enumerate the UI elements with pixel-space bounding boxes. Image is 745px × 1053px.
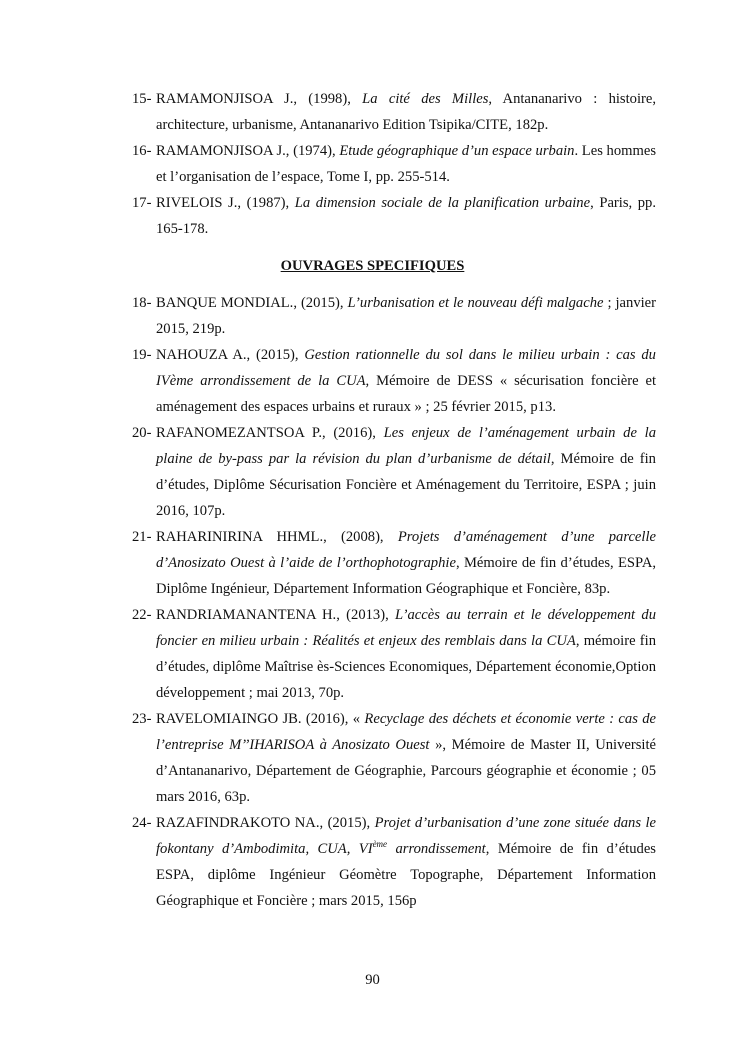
reference-item	[132, 524, 656, 602]
reference-title: Etude géographique d’un espace urbain	[339, 143, 575, 159]
superscript-ordinal: ème	[372, 839, 388, 850]
reference-list-general	[132, 86, 656, 242]
reference-number: 20-	[132, 425, 152, 441]
reference-item	[132, 342, 656, 420]
reference-text: RIVELOIS J., (1987), La dimension sociale de la planification urbaine, Paris, pp. 165-178.	[156, 195, 656, 237]
reference-item	[132, 290, 656, 342]
reference-item	[132, 420, 656, 524]
reference-number: 16-	[132, 143, 152, 159]
page-number: 90	[365, 972, 380, 988]
reference-title: L’urbanisation et le nouveau défi malgache	[347, 295, 604, 311]
reference-text: RANDRIAMANANTENA H., (2013), L’accès au terrain et le développement du foncier en milieu urbain : Réalités et enjeux des remblais dans la CUA, mémoire fin d’études, diplôme Maîtrise ès-Sciences Economiques, Département économie,Option développement ; mai 2013, 70p.	[156, 607, 657, 701]
reference-text: RAHARINIRINA HHML., (2008), Projets d’aménagement d’une parcelle d’Anosizato Ouest à l’aide de l’orthophotographie, Mémoire de fin d’études, ESPA, Diplôme Ingénieur, Département Information Géographique et Foncière, 83p.	[156, 529, 657, 597]
reference-text: RAVELOMIAINGO JB. (2016), « Recyclage des déchets et économie verte : cas de l’entreprise M’’IHARISOA à Anosizato Ouest », Mémoire de Master II, Université d’Antananarivo, Département de Géographie, Parcours géographie et économie ; 05 mars 2016, 63p.	[156, 711, 657, 805]
reference-title: Gestion rationnelle du sol dans le milieu urbain : cas du IVème arrondissement de la CUA,	[156, 347, 656, 389]
reference-text: BANQUE MONDIAL., (2015), L’urbanisation et le nouveau défi malgache ; janvier 2015, 219p.	[156, 295, 657, 337]
reference-list-specific	[132, 290, 656, 914]
reference-title: La cité des Milles	[362, 91, 489, 107]
reference-item	[132, 706, 656, 810]
reference-number: 22-	[132, 607, 152, 623]
reference-text: RAMAMONJISOA J., (1974), Etude géographique d’un espace urbain. Les hommes et l’organisation de l’espace, Tome I, pp. 255-514.	[156, 143, 656, 185]
reference-item	[132, 810, 656, 914]
reference-number: 17-	[132, 195, 152, 211]
section-heading: OUVRAGES SPECIFIQUES	[280, 258, 465, 274]
reference-title: Les enjeux de l’aménagement urbain de la plaine de by-pass par la révision du plan d’urbanisme de détail	[156, 425, 656, 467]
reference-number: 23-	[132, 711, 152, 727]
reference-title: L’accès au terrain et le développement du foncier en milieu urbain : Réalités et enjeux des remblais dans la CUA	[156, 607, 657, 649]
reference-title: La dimension sociale de la planification urbaine	[294, 195, 591, 211]
reference-text: RAFANOMEZANTSOA P., (2016), Les enjeux de l’aménagement urbain de la plaine de by-pass par la révision du plan d’urbanisme de détail, Mémoire de fin d’études, Diplôme Sécurisation Foncière et Aménagement du Territoire, ESPA ; juin 2016, 107p.	[156, 425, 656, 519]
reference-title: Projets d’aménagement d’une parcelle d’Anosizato Ouest à l’aide de l’orthophotographie	[156, 529, 656, 571]
reference-item	[132, 602, 656, 706]
reference-title: Recyclage des déchets et économie verte : cas de l’entreprise M’’IHARISOA à Anosizato Ouest	[156, 711, 656, 753]
reference-text: RAMAMONJISOA J., (1998), La cité des Milles, Antananarivo : histoire, architecture, urbanisme, Antananarivo Edition Tsipika/CITE, 182p.	[156, 91, 656, 133]
reference-title: Projet d’urbanisation d’une zone située dans le fokontany d’Ambodimita, CUA, VIème arrondissement	[156, 815, 656, 857]
reference-number: 24-	[132, 815, 152, 831]
reference-item	[132, 138, 656, 190]
reference-text: NAHOUZA A., (2015), Gestion rationnelle du sol dans le milieu urbain : cas du IVème arrondissement de la CUA, Mémoire de DESS « sécurisation foncière et aménagement des espaces urbains et ruraux » ; 25 février 2015, p13.	[156, 347, 657, 415]
reference-item	[132, 190, 656, 242]
reference-number: 19-	[132, 347, 152, 363]
reference-item	[132, 86, 656, 138]
reference-number: 15-	[132, 91, 152, 107]
reference-number: 18-	[132, 295, 152, 311]
reference-text: RAZAFINDRAKOTO NA., (2015), Projet d’urbanisation d’une zone située dans le fokontany d’Ambodimita, CUA, VIème arrondissement, Mémoire de fin d’études ESPA, diplôme Ingénieur Géomètre Topographe, Département Information Géographique et Foncière ; mars 2015, 156p	[156, 815, 656, 909]
reference-number: 21-	[132, 529, 152, 545]
